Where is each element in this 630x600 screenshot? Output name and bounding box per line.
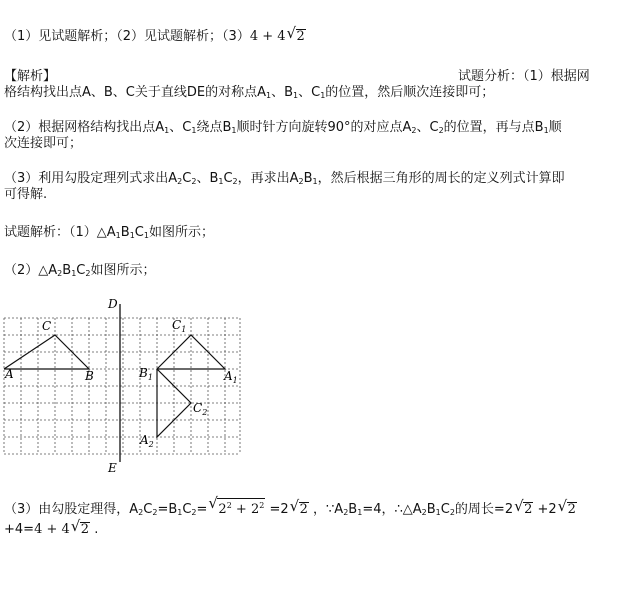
base: 2 (218, 502, 227, 517)
text: C (182, 502, 192, 517)
label-letter: A (140, 433, 149, 447)
sub: 1 (320, 91, 326, 100)
radicand: 2 (524, 502, 533, 517)
label-C1 (172, 318, 186, 334)
text: 绕点B (196, 120, 232, 135)
text: 、C (298, 85, 321, 100)
label-E: E (108, 461, 117, 474)
exp: 2 (259, 501, 265, 510)
sqrt-2: √ 2 (70, 517, 90, 537)
label-A1 (223, 369, 238, 385)
sub: 1 (129, 231, 135, 240)
text: 、C (169, 120, 192, 135)
sub: 2 (449, 508, 455, 517)
value: 4 (34, 522, 43, 537)
text: B (348, 502, 358, 517)
sub: 2 (152, 508, 158, 517)
label-C: C (42, 319, 52, 333)
sqrt-2: √ 2 (514, 497, 533, 517)
final-line-1 (4, 494, 577, 521)
sub: 1 (177, 508, 183, 517)
text: ，∵A (308, 502, 344, 517)
text: =4，∴△A (362, 502, 422, 517)
analysis-line-1 (4, 84, 494, 104)
sub: 2 (298, 177, 304, 186)
label-B1 (138, 366, 153, 382)
text: B (120, 225, 130, 240)
sub: 1 (191, 126, 197, 135)
analysis-line-2 (4, 119, 562, 139)
sub: 2 (191, 508, 197, 517)
text: C (76, 263, 86, 278)
text: ，再求出A (237, 171, 299, 186)
text: 顺 (548, 120, 562, 135)
answer-value: 4 (249, 29, 259, 44)
sub: 1 (543, 126, 549, 135)
sub: 2 (85, 269, 91, 278)
radicand: 2 (80, 522, 90, 537)
sub: 1 (143, 231, 149, 240)
label-B: B (85, 369, 94, 383)
text: 的位置，再与点B (443, 120, 544, 135)
text: =2 (265, 502, 289, 517)
text: 、B (271, 85, 294, 100)
text: 顺时针方向旋转90°的对应点A (236, 120, 412, 135)
sub: 1 (357, 508, 363, 517)
text: （3）利用勾股定理列式求出A (4, 171, 178, 186)
answer-radicand: 2 (296, 29, 305, 44)
text: 试题解析：（1）△A (4, 225, 116, 240)
label-D: D (108, 297, 118, 311)
sqrt-2: √ 2 (557, 497, 576, 517)
sub: 2 (232, 177, 238, 186)
radicand: 2 (567, 502, 576, 517)
text: =B (157, 502, 178, 517)
text: B (62, 263, 72, 278)
sub: 1 (312, 177, 318, 186)
text: ，然后根据三角形的周长的定义列式计算即 (317, 171, 565, 186)
value: + 4 (42, 522, 70, 537)
text: C (223, 171, 233, 186)
answer-line (4, 24, 306, 45)
text: （2）根据网格结构找出点A (4, 120, 165, 135)
label-sub: 1 (147, 373, 153, 382)
sub: 1 (266, 91, 272, 100)
sub: 2 (57, 269, 63, 278)
text: +4= (4, 522, 35, 537)
sub: 1 (218, 177, 224, 186)
base: + 2 (231, 502, 260, 517)
text: 、B (196, 171, 219, 186)
radicand: 2 (299, 502, 308, 517)
sub: 2 (411, 126, 417, 135)
label-sub: 1 (181, 325, 187, 334)
sub: 1 (231, 126, 237, 135)
text: （2）△A (4, 263, 58, 278)
label-letter: B (139, 366, 148, 380)
sub: 1 (115, 231, 121, 240)
text: C (134, 225, 144, 240)
text: 的周长=2 (454, 502, 514, 517)
solution-line-1 (4, 224, 214, 244)
sub: 1 (435, 508, 441, 517)
label-letter: C (172, 318, 182, 332)
label-sub: 1 (232, 376, 238, 385)
sqrt-2sq-plus-2sq: √ $2^2 + 2^2$ (208, 494, 265, 517)
analysis-line-3: 次连接即可； (4, 136, 83, 151)
analysis-heading: 试题分析：（1）根据网 (458, 69, 590, 84)
radicand (217, 498, 265, 517)
text: C (143, 502, 153, 517)
sub: 1 (293, 91, 299, 100)
text: C (182, 171, 192, 186)
sub: 2 (421, 508, 427, 517)
text: 、C (416, 120, 439, 135)
text: 如图所示； (90, 263, 156, 278)
sub: 1 (71, 269, 77, 278)
grid-lines (4, 318, 240, 454)
exp: 2 (226, 501, 232, 510)
answer-sqrt: √ 2 (286, 24, 305, 44)
text: . (90, 522, 99, 537)
sub: 2 (138, 508, 144, 517)
final-line-2 (4, 517, 99, 538)
text: = (196, 502, 208, 517)
analysis-tag: 【解析】 (4, 69, 57, 84)
sqrt-2: √ 2 (289, 497, 308, 517)
label-letter: C (193, 401, 203, 415)
text: 格结构找出点A、B、C关于直线DE的对称点A (4, 85, 267, 100)
text: （3）由勾股定理得，A (4, 502, 139, 517)
sub: 2 (343, 508, 349, 517)
label-A2 (139, 433, 154, 449)
sub: 1 (164, 126, 170, 135)
sub: 2 (177, 177, 183, 186)
analysis-line-5: 可得解. (4, 187, 48, 202)
text: B (303, 171, 313, 186)
label-sub: 2 (202, 408, 208, 417)
solution-line-2 (4, 262, 155, 282)
sub: 2 (191, 177, 197, 186)
label-letter: A (224, 369, 233, 383)
label-sub: 2 (148, 440, 154, 449)
answer-plus: + 4 (258, 29, 286, 44)
text: 的位置，然后顺次连接即可； (325, 85, 495, 100)
text: 如图所示； (148, 225, 214, 240)
text: +2 (533, 502, 557, 517)
text: C (440, 502, 450, 517)
analysis-line-4 (4, 170, 565, 190)
grid-figure (0, 296, 250, 474)
text: B (426, 502, 436, 517)
answer-text: （1）见试题解析；（2）见试题解析；（3） (4, 29, 250, 44)
sub: 2 (438, 126, 444, 135)
label-A: A (5, 367, 14, 381)
